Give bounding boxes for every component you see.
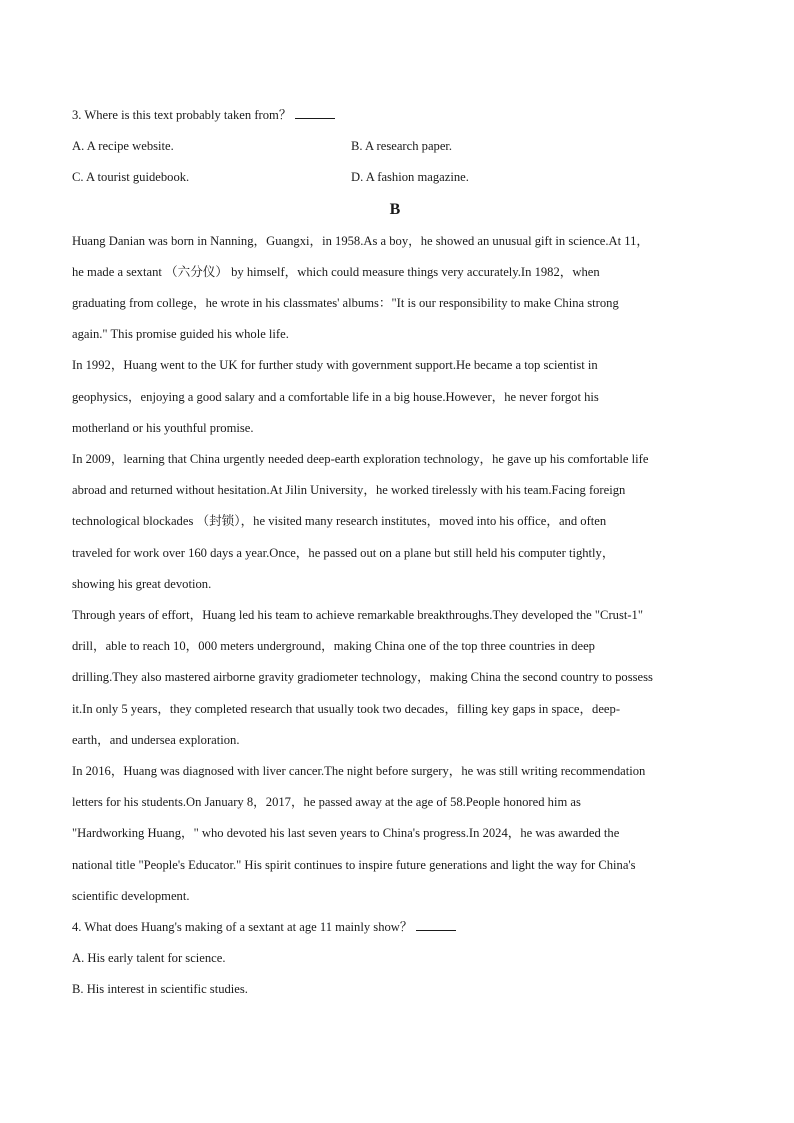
text-line: technological blockades （封锁），he visited many research institutes，moved into his office，and often: [72, 514, 607, 529]
paragraph-5: [72, 756, 722, 912]
paragraph-3: [72, 444, 722, 600]
text-line: letters for his students.On January 8，2017，he passed away at the age of 58.People honored him as: [72, 795, 581, 810]
question-3-text: 3. Where is this text probably taken from？: [72, 108, 292, 122]
text-line: In 1992，Huang went to the UK for further study with government support.He became a top scientist in: [72, 358, 598, 373]
text-line: again." This promise guided his whole life.: [72, 327, 289, 342]
text-line: motherland or his youthful promise.: [72, 420, 254, 435]
text-line: In 2009，learning that China urgently needed deep-earth exploration technology，he gave up his comfortable life: [72, 452, 649, 467]
text-line: Huang Danian was born in Nanning，Guangxi，in 1958.As a boy，he showed an unusual gift in science.At 11，: [72, 233, 649, 248]
text-line: abroad and returned without hesitation.At Jilin University，he worked tirelessly with his team.Facing foreign: [72, 483, 626, 498]
text-line: geophysics，enjoying a good salary and a comfortable life in a big house.However，he never forgot his: [72, 389, 599, 404]
text-line: traveled for work over 160 days a year.Once，he passed out on a plane but still held his computer tightly，: [72, 545, 615, 560]
question-4: [72, 912, 722, 943]
paragraph-4: [72, 600, 722, 756]
text-line: drill，able to reach 10，000 meters underground，making China one of the top three countries in deep: [72, 639, 595, 654]
text-line: drilling.They also mastered airborne gravity gradiometer technology，making China the second country to possess: [72, 670, 653, 685]
option-d: D. A fashion magazine.: [351, 170, 469, 185]
text-line: In 2016，Huang was diagnosed with liver cancer.The night before surgery，he was still writing recommendation: [72, 764, 646, 779]
option-c: C. A tourist guidebook.: [72, 170, 190, 185]
text-line: "Hardworking Huang，" who devoted his last seven years to China's progress.In 2024，he was awarded the: [72, 826, 620, 841]
text-line: scientific development.: [72, 888, 190, 903]
option-a: A. A recipe website.: [72, 139, 174, 154]
answer-blank: [416, 919, 456, 931]
question-3: [72, 100, 722, 131]
paragraph-1: [72, 226, 722, 351]
section-title: B: [389, 200, 401, 218]
text-line: it.In only 5 years，they completed research that usually took two decades，filling key gaps in space，deep-: [72, 701, 621, 716]
text-line: showing his great devotion.: [72, 576, 212, 591]
option-b: B. A research paper.: [351, 139, 453, 154]
question-4-text: 4. What does Huang's making of a sextant at age 11 mainly show？: [72, 920, 413, 935]
option-b: B. His interest in scientific studies.: [72, 982, 248, 997]
text-line: graduating from college，he wrote in his classmates' albums："It is our responsibility to make China strong: [72, 296, 619, 310]
text-line: earth，and undersea exploration.: [72, 732, 240, 747]
answer-blank: [295, 107, 335, 119]
option-a: A. His early talent for science.: [72, 951, 226, 966]
document-page: [72, 100, 722, 1006]
question-3-options: [72, 131, 722, 193]
paragraph-2: [72, 350, 722, 444]
text-line: national title "People's Educator." His spirit continues to inspire future generations and light the way for China's: [72, 857, 636, 872]
text-line: Through years of effort，Huang led his team to achieve remarkable breakthroughs.They developed the "Crust-1": [72, 608, 643, 623]
text-line: he made a sextant （六分仪） by himself，which could measure things very accurately.In 1982，when: [72, 264, 600, 279]
